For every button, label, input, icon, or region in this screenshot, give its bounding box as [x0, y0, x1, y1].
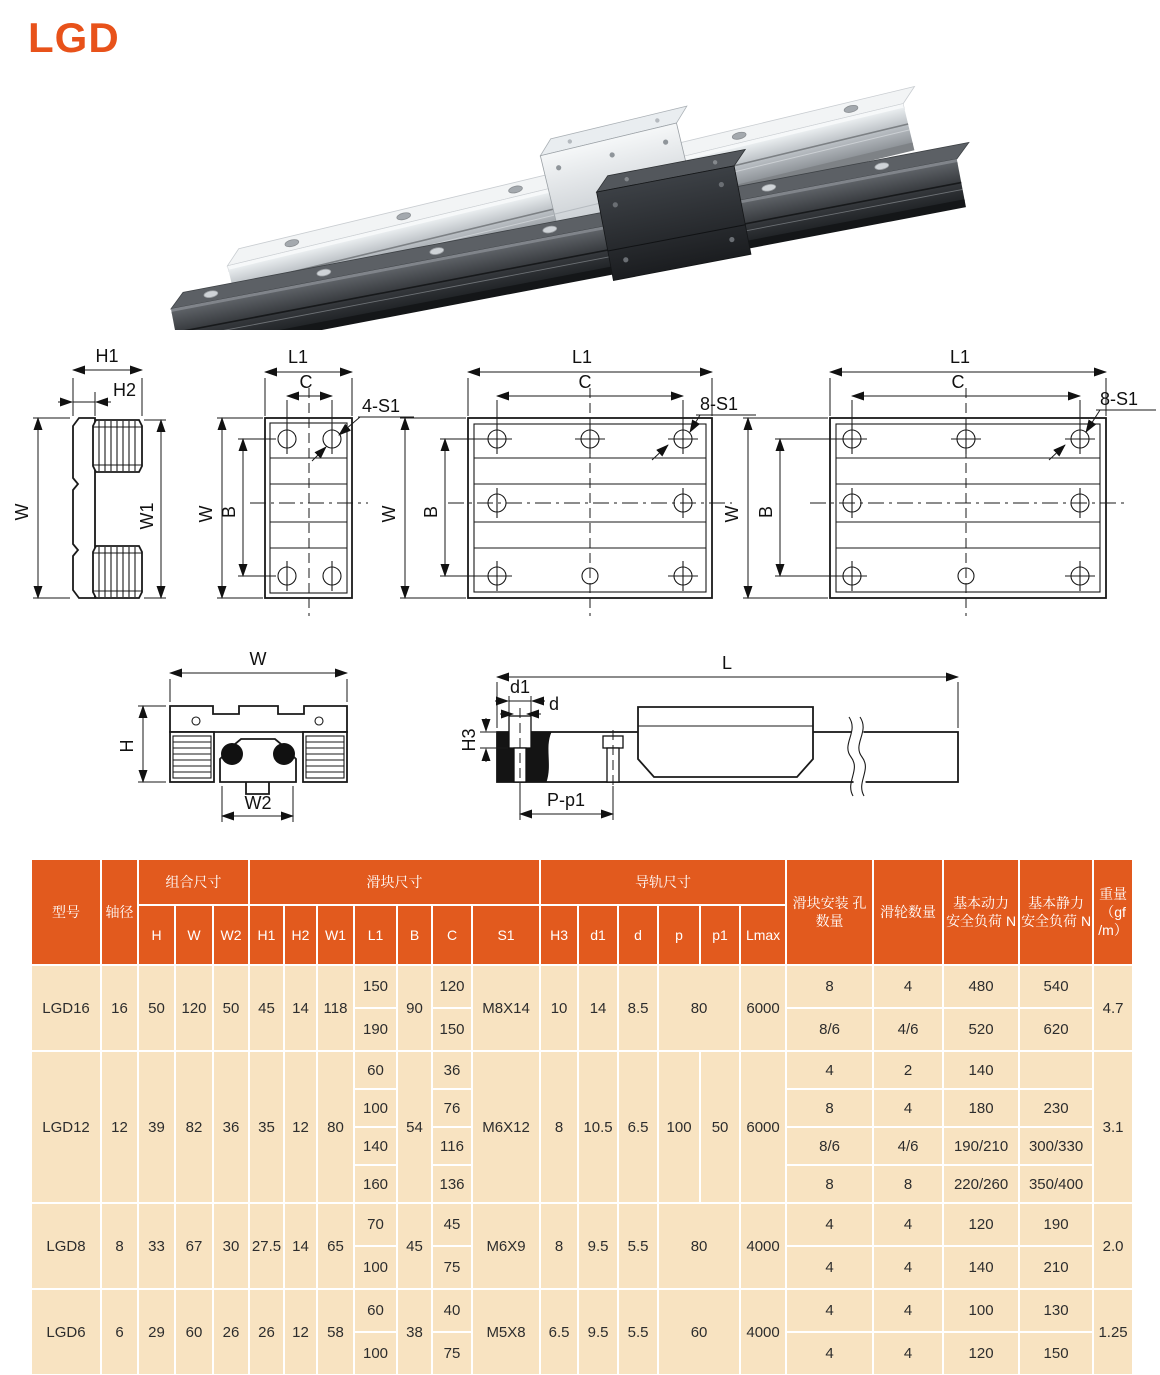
cell-d1: 14	[578, 965, 618, 1051]
cell-pulleys: 4	[873, 965, 943, 1008]
cell-b: 38	[397, 1289, 432, 1375]
cell-h3: 6.5	[540, 1289, 578, 1375]
cell-dyn: 100	[943, 1289, 1019, 1332]
cell-d: 5.5	[618, 1289, 658, 1375]
cell-c: 40	[432, 1289, 472, 1332]
cell-dyn: 480	[943, 965, 1019, 1008]
col-header-d: d	[618, 905, 658, 965]
cell-c: 76	[432, 1089, 472, 1127]
cell-stat	[1019, 1051, 1093, 1089]
cell-s1: M5X8	[472, 1289, 540, 1375]
cell-holes: 8	[786, 1165, 873, 1203]
dim-label-4s1: 4-S1	[362, 396, 401, 416]
cell-c: 75	[432, 1246, 472, 1289]
col-group-combo: 组合尺寸	[138, 859, 249, 905]
cell-w: 60	[175, 1289, 213, 1375]
cell-p: 80	[658, 1203, 740, 1289]
cell-dyn: 120	[943, 1203, 1019, 1246]
cell-h1: 35	[249, 1051, 284, 1203]
cell-c: 36	[432, 1051, 472, 1089]
dimension-diagrams	[0, 330, 1160, 858]
cell-c: 136	[432, 1165, 472, 1203]
cell-c: 45	[432, 1203, 472, 1246]
cell-d: 8.5	[618, 965, 658, 1051]
dim-label-h2: H2	[113, 380, 137, 400]
dim-label-c: C	[299, 372, 313, 392]
cell-dyn: 140	[943, 1051, 1019, 1089]
cell-shaft: 16	[101, 965, 138, 1051]
cell-d: 6.5	[618, 1051, 658, 1203]
cell-weight: 3.1	[1093, 1051, 1133, 1203]
cell-pulleys: 4	[873, 1089, 943, 1127]
cell-d1: 10.5	[578, 1051, 618, 1203]
col-header-p1: p1	[700, 905, 740, 965]
cell-lmax: 6000	[740, 1051, 786, 1203]
cell-d1: 9.5	[578, 1289, 618, 1375]
cell-shaft: 12	[101, 1051, 138, 1203]
cell-p: 60	[658, 1289, 740, 1375]
spec-table	[30, 858, 1134, 1375]
cell-s1: M6X9	[472, 1203, 540, 1289]
cell-holes: 4	[786, 1289, 873, 1332]
cell-w: 67	[175, 1203, 213, 1289]
cell-l1: 190	[354, 1008, 397, 1051]
cell-holes: 8	[786, 1089, 873, 1127]
cell-c: 150	[432, 1008, 472, 1051]
cell-w1: 80	[317, 1051, 354, 1203]
dim-label-w: W	[722, 505, 742, 523]
header-row-groups	[31, 859, 1133, 905]
cell-h: 29	[138, 1289, 175, 1375]
diagram-slider-cross-section	[117, 649, 347, 822]
dim-label-d: d	[549, 694, 560, 714]
cell-w1: 58	[317, 1289, 354, 1375]
col-header-h2: H2	[284, 905, 317, 965]
col-header-shaft: 轴径	[101, 859, 138, 965]
col-header-h: H	[138, 905, 175, 965]
cell-pulleys: 8	[873, 1165, 943, 1203]
cell-dyn: 120	[943, 1332, 1019, 1375]
cell-stat: 150	[1019, 1332, 1093, 1375]
col-header-lmax: Lmax	[740, 905, 786, 965]
cell-stat: 130	[1019, 1289, 1093, 1332]
dim-label-c: C	[951, 372, 965, 392]
cell-h3: 10	[540, 965, 578, 1051]
cell-pulleys: 4/6	[873, 1127, 943, 1165]
cell-holes: 8	[786, 965, 873, 1008]
cell-l1: 140	[354, 1127, 397, 1165]
col-header-w2: W2	[213, 905, 249, 965]
dim-label-l1: L1	[287, 347, 309, 367]
cell-h3: 8	[540, 1051, 578, 1203]
cell-l1: 60	[354, 1051, 397, 1089]
cell-model: LGD6	[31, 1289, 101, 1375]
cell-stat: 230	[1019, 1089, 1093, 1127]
dim-label-w: W	[379, 505, 399, 523]
col-header-s1: S1	[472, 905, 540, 965]
diagram-slider-end-view	[12, 346, 166, 598]
dim-label-pp1: P-p1	[546, 790, 586, 810]
dim-label-w: W	[12, 503, 32, 521]
dim-label-8s1: 8-S1	[1100, 389, 1139, 409]
diagram-slider-top-8holes	[379, 347, 756, 616]
cell-dyn: 180	[943, 1089, 1019, 1127]
cell-weight: 4.7	[1093, 965, 1133, 1051]
dim-label-c: C	[578, 372, 592, 392]
cell-stat: 540	[1019, 965, 1093, 1008]
row-lgd8	[31, 1203, 1133, 1246]
cell-holes: 8/6	[786, 1008, 873, 1051]
col-header-pulleys: 滑轮数量	[873, 859, 943, 965]
dim-label-d1: d1	[509, 677, 531, 697]
cell-c: 75	[432, 1332, 472, 1375]
dim-label-b: B	[421, 505, 441, 519]
col-group-slider: 滑块尺寸	[249, 859, 540, 905]
cell-holes: 4	[786, 1332, 873, 1375]
cell-b: 54	[397, 1051, 432, 1203]
cell-weight: 2.0	[1093, 1203, 1133, 1289]
col-header-model: 型号	[31, 859, 101, 965]
cell-h1: 27.5	[249, 1203, 284, 1289]
cell-h3: 8	[540, 1203, 578, 1289]
cell-stat: 190	[1019, 1203, 1093, 1246]
col-header-mount-holes: 滑块安装 孔数量	[786, 859, 873, 965]
cell-l1: 100	[354, 1089, 397, 1127]
cell-l1: 60	[354, 1289, 397, 1332]
dim-label-w: W	[196, 505, 216, 523]
cell-p: 100	[658, 1051, 700, 1203]
row-lgd6	[31, 1289, 1133, 1332]
cell-pulleys: 4	[873, 1332, 943, 1375]
cell-holes: 4	[786, 1203, 873, 1246]
col-header-dynamic-load: 基本动力 安全负荷 N	[943, 859, 1019, 965]
cell-h: 33	[138, 1203, 175, 1289]
cell-dyn: 140	[943, 1246, 1019, 1289]
cell-w1: 118	[317, 965, 354, 1051]
cell-p: 80	[658, 965, 740, 1051]
cell-h2: 12	[284, 1289, 317, 1375]
cell-h1: 26	[249, 1289, 284, 1375]
cell-holes: 8/6	[786, 1127, 873, 1165]
dim-label-w: W	[249, 649, 267, 669]
product-photo	[0, 0, 1160, 330]
cell-holes: 4	[786, 1051, 873, 1089]
cell-dyn: 190/210	[943, 1127, 1019, 1165]
dim-label-h3: H3	[459, 728, 479, 752]
col-header-l1: L1	[354, 905, 397, 965]
col-group-rail: 导轨尺寸	[540, 859, 786, 905]
cell-p1: 50	[700, 1051, 740, 1203]
cell-shaft: 8	[101, 1203, 138, 1289]
cell-h2: 14	[284, 965, 317, 1051]
diagram-slider-top-8holes-long	[722, 347, 1156, 616]
cell-pulleys: 4	[873, 1289, 943, 1332]
cell-pulleys: 4	[873, 1246, 943, 1289]
col-header-b: B	[397, 905, 432, 965]
dim-label-b: B	[219, 505, 239, 519]
cell-model: LGD8	[31, 1203, 101, 1289]
cell-b: 45	[397, 1203, 432, 1289]
cell-c: 120	[432, 965, 472, 1008]
cell-w: 120	[175, 965, 213, 1051]
diagram-slider-top-4holes	[196, 347, 414, 616]
col-header-c: C	[432, 905, 472, 965]
col-header-h3: H3	[540, 905, 578, 965]
cell-holes: 4	[786, 1246, 873, 1289]
col-header-w1: W1	[317, 905, 354, 965]
cell-h: 39	[138, 1051, 175, 1203]
cell-stat: 300/330	[1019, 1127, 1093, 1165]
dim-label-w2: W2	[244, 793, 272, 813]
cell-d: 5.5	[618, 1203, 658, 1289]
diagram-rail-side-view	[459, 653, 958, 820]
cell-w2: 36	[213, 1051, 249, 1203]
dim-label-h1: H1	[95, 346, 119, 366]
cell-weight: 1.25	[1093, 1289, 1133, 1375]
cell-h: 50	[138, 965, 175, 1051]
cell-stat: 210	[1019, 1246, 1093, 1289]
cell-w: 82	[175, 1051, 213, 1203]
cell-stat: 350/400	[1019, 1165, 1093, 1203]
col-header-w: W	[175, 905, 213, 965]
col-header-weight: 重量（gf /m）	[1093, 859, 1133, 965]
cell-lmax: 4000	[740, 1203, 786, 1289]
cell-c: 116	[432, 1127, 472, 1165]
cell-h2: 14	[284, 1203, 317, 1289]
cell-l1: 100	[354, 1332, 397, 1375]
cell-lmax: 4000	[740, 1289, 786, 1375]
cell-pulleys: 4	[873, 1203, 943, 1246]
cell-dyn: 220/260	[943, 1165, 1019, 1203]
dim-label-l: L	[721, 653, 733, 673]
dim-label-b: B	[756, 505, 776, 519]
dim-label-l1: L1	[949, 347, 971, 367]
dim-label-8s1: 8-S1	[700, 394, 739, 414]
cell-shaft: 6	[101, 1289, 138, 1375]
cell-model: LGD12	[31, 1051, 101, 1203]
cell-w1: 65	[317, 1203, 354, 1289]
cell-b: 90	[397, 965, 432, 1051]
row-lgd16	[31, 965, 1133, 1008]
cell-pulleys: 2	[873, 1051, 943, 1089]
row-lgd12	[31, 1051, 1133, 1089]
cell-l1: 70	[354, 1203, 397, 1246]
cell-w2: 30	[213, 1203, 249, 1289]
cell-stat: 620	[1019, 1008, 1093, 1051]
cell-model: LGD16	[31, 965, 101, 1051]
cell-h2: 12	[284, 1051, 317, 1203]
col-header-static-load: 基本静力 安全负荷 N	[1019, 859, 1093, 965]
cell-l1: 100	[354, 1246, 397, 1289]
col-header-d1: d1	[578, 905, 618, 965]
col-header-p: p	[658, 905, 700, 965]
dim-label-l1: L1	[571, 347, 593, 367]
cell-l1: 160	[354, 1165, 397, 1203]
brand-logo: LGD	[28, 14, 120, 61]
cell-h1: 45	[249, 965, 284, 1051]
cell-w2: 50	[213, 965, 249, 1051]
dim-label-w1: W1	[137, 502, 157, 530]
cell-d1: 9.5	[578, 1203, 618, 1289]
cell-lmax: 6000	[740, 965, 786, 1051]
dim-label-h: H	[117, 739, 137, 753]
cell-w2: 26	[213, 1289, 249, 1375]
cell-l1: 150	[354, 965, 397, 1008]
cell-dyn: 520	[943, 1008, 1019, 1051]
cell-s1: M8X14	[472, 965, 540, 1051]
cell-s1: M6X12	[472, 1051, 540, 1203]
col-header-h1: H1	[249, 905, 284, 965]
cell-pulleys: 4/6	[873, 1008, 943, 1051]
